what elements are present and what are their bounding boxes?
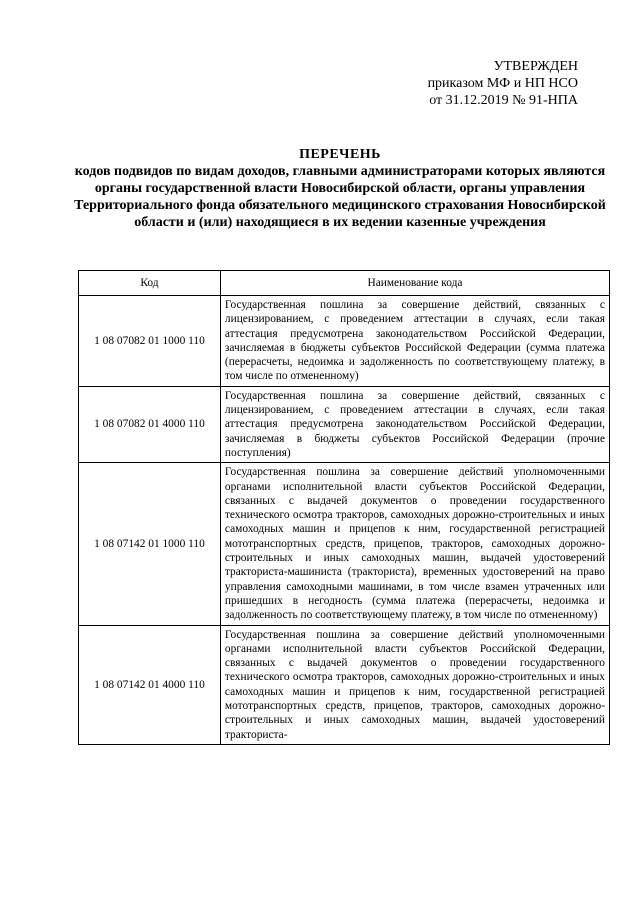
- table-row: [79, 296, 610, 387]
- table-row: [79, 625, 610, 744]
- row-code: 1 08 07142 01 4000 110: [79, 625, 221, 744]
- approval-date: от 31.12.2019 № 91-НПА: [429, 93, 578, 108]
- row-name: Государственная пошлина за совершение действий уполномоченными органами исполнительной власти субъектов Российской Федерации, связанных с выдачей документов о проведении государственного технического осмотра тракторов, самоходных дорожно-строительных и иных самоходных машин и прицепов к ним, государственной регистрацией мототранспортных средств, прицепов, тракторов, самоходных дорожно-строительных и иных самоходных машин, выдачей удостоверений тракториста-машиниста (тракториста), временных удостоверений на право управления самоходными машинами, в том числе взамен утраченных или пришедших в негодность (сумма платежа (перерасчеты, недоимка и задолженность по соответствующему платежу, в том числе по отмененному): [220, 463, 609, 625]
- column-header-name: Наименование кода: [220, 271, 609, 296]
- table-row: [79, 386, 610, 462]
- row-code: 1 08 07142 01 1000 110: [79, 463, 221, 625]
- document-subtitle: кодов подвидов по видам доходов, главными администраторами которых являются органы государственной власти Новосибирской области, органы управления Территориального фонда обязательного медицинского страхования Новосибирской области и (или) находящиеся в их ведении казенные учреждения: [74, 164, 606, 230]
- row-name: Государственная пошлина за совершение действий, связанных с лицензированием, с проведением аттестации в случаях, если такая аттестация предусмотрена законодательством Российской Федерации, зачисляемая в бюджеты субъектов Российской Федерации (прочие поступления): [220, 386, 609, 462]
- codes-table: [78, 270, 610, 745]
- table-header-row: [79, 271, 610, 296]
- row-name: Государственная пошлина за совершение действий уполномоченными органами исполнительной власти субъектов Российской Федерации, связанных с выдачей документов о проведении государственного технического осмотра тракторов, самоходных дорожно-строительных и иных самоходных машин и прицепов к ним, государственной регистрацией мототранспортных средств, прицепов, тракторов, самоходных дорожно-строительных и иных самоходных машин, выдачей удостоверений тракториста-: [220, 625, 609, 744]
- table-row: [79, 463, 610, 625]
- approval-title: УТВЕРЖДЕН: [493, 59, 578, 74]
- row-code: 1 08 07082 01 1000 110: [79, 296, 221, 387]
- row-name: Государственная пошлина за совершение действий, связанных с лицензированием, с проведением аттестации в случаях, если такая аттестация предусмотрена законодательством Российской Федерации, зачисляемая в бюджеты субъектов Российской Федерации (сумма платежа (перерасчеты, недоимка и задолженность по соответствующему платежу, в том числе по отмененному): [220, 296, 609, 387]
- document-title: ПЕРЕЧЕНЬ: [299, 147, 381, 162]
- column-header-code: Код: [79, 271, 221, 296]
- approval-order: приказом МФ и НП НСО: [427, 76, 578, 91]
- row-code: 1 08 07082 01 4000 110: [79, 386, 221, 462]
